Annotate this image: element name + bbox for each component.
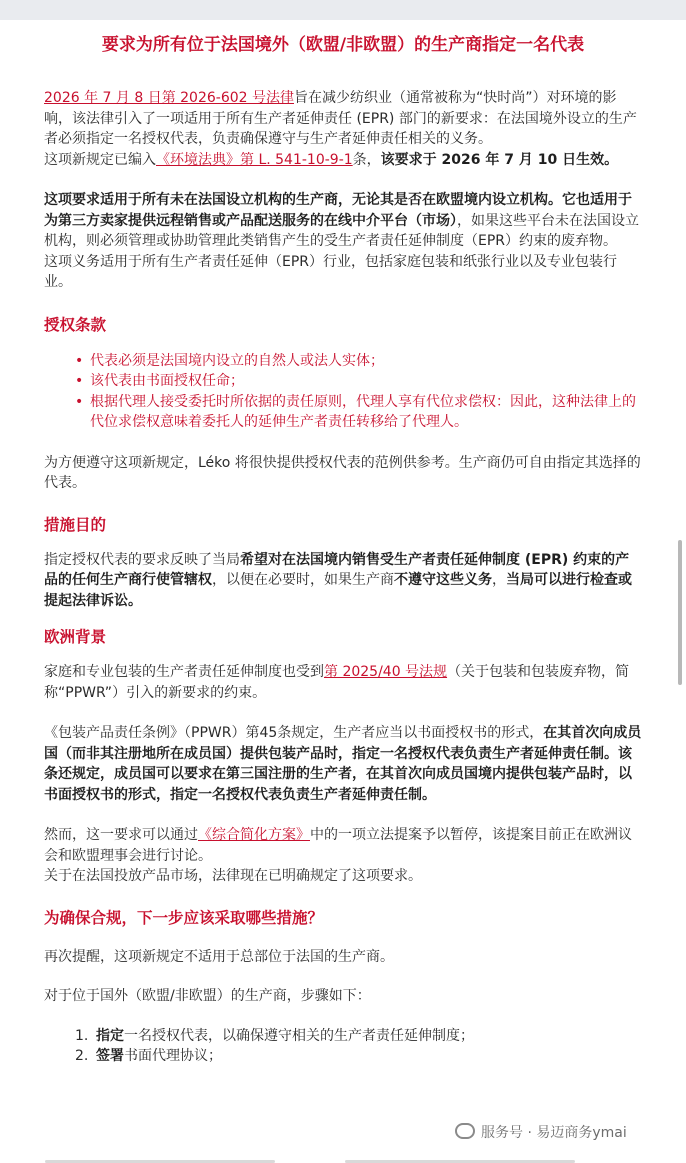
step-bold: 签署 <box>96 1048 124 1064</box>
purpose-text-3: ， <box>492 572 506 588</box>
effective-date: 该要求于 2026 年 7 月 10 日生效。 <box>380 151 619 168</box>
scrollbar[interactable] <box>678 540 682 685</box>
list-item: • 代表必须是法国境内设立的自然人或法人实体； <box>44 351 642 372</box>
purpose-bold-2: 不遵守这些义务 <box>394 572 492 588</box>
law-link[interactable]: 2026 年 7 月 8 日第 2026-602 号法律 <box>44 90 294 106</box>
scope-bold: 这项要求适用于所有未在法国设立机构的生产商，无论其是否在欧盟境内设立机构。它也适用于为第三方卖家提供远程销售或产品配送服务的在线中介平台（市场） <box>44 192 632 229</box>
environment-code-link[interactable]: 《环境法典》第 L. 541-10-9-1 <box>156 151 353 168</box>
purpose-text-1: 指定授权代表的要求反映了当局 <box>44 551 240 568</box>
watermark-text: 服务号 · 易迈商务ymai <box>481 1125 627 1141</box>
list-item <box>44 1026 642 1047</box>
purpose-heading: 措施目的 <box>44 515 107 534</box>
step-number: 1. <box>75 1027 89 1044</box>
purpose-text-2: ，以便在必要时，如果生产商 <box>212 572 394 588</box>
europe-heading: 欧洲背景 <box>44 628 107 646</box>
europe-text-1: 家庭和专业包装的生产者责任延伸制度也受到 <box>44 664 324 680</box>
template-note: 为方便遵守这项新规定，Léko 将很快提供授权代表的范例供参考。生产商仍可自由指定其选择的代表。 <box>44 454 641 491</box>
intro-text-3: 条， <box>352 151 381 168</box>
authorization-heading: 授权条款 <box>44 315 107 334</box>
europe-text-4: 然而，这一要求可以通过 <box>44 827 198 843</box>
europe-paragraph-4: 关于在法国投放产品市场，法律现在已明确规定了这项要求。 <box>44 868 422 884</box>
next-steps-heading: 为确保合规，下一步应该采取哪些措施？ <box>44 908 324 927</box>
list-item <box>44 1046 642 1067</box>
steps-list <box>44 1026 642 1067</box>
simplification-link[interactable]: 《综合简化方案》 <box>198 827 310 843</box>
intro-code-paragraph <box>44 150 642 171</box>
purpose-bold-3: 当局可以进行检查或提起法律诉讼。 <box>44 572 632 609</box>
step-number: 2. <box>75 1048 89 1064</box>
intro-text: 旨在减少纺织业（通常被称为“快时尚”）对环境的影响，该法律引入了一项适用于所有生产者延伸责任 (EPR) 部门的新要求：在法国境外设立的生产者必须指定一名授权代表，负责确保遵守与生产者延伸责任相关的义务。 <box>44 90 637 147</box>
list-item: • 根据代理人接受委托时所依据的责任原则，代理人享有代位求偿权：因此，这种法律上的代位求偿权意味着委托人的延伸生产者责任转移给了代理人。 <box>44 392 642 433</box>
europe-text-2: （关于包装和包装废弃物，简称“PPWR”）引入的新要求的约束。 <box>44 664 630 701</box>
authorization-list <box>44 351 642 433</box>
europe-paragraph-2 <box>44 723 642 805</box>
scope-paragraph <box>44 190 642 252</box>
article <box>44 32 642 1067</box>
europe-text-5: 中的一项立法提案予以暂停，该提案目前正在欧洲议会和欧盟理事会进行讨论。 <box>44 827 632 864</box>
steps-lead: 对于位于国外（欧盟/非欧盟）的生产商，步骤如下： <box>44 988 371 1004</box>
regulation-link[interactable]: 第 2025/40 号法规 <box>324 664 448 680</box>
europe-paragraph-3 <box>44 825 642 866</box>
top-bar <box>0 0 686 20</box>
intro-text-2: 这项新规定已编入 <box>44 151 156 168</box>
europe-text-3: 《包装产品责任条例》（PPWR）第45条规定，生产者应当以书面授权书的形式， <box>44 725 544 741</box>
list-item: • 该代表由书面授权任命； <box>44 371 642 392</box>
scope-obligation: 这项义务适用于所有生产者责任延伸（EPR）行业，包括家庭包装和纸张行业以及专业包装行业。 <box>44 253 618 290</box>
step-bold: 指定 <box>96 1027 124 1044</box>
step-text: 一名授权代表，以确保遵守相关的生产者责任延伸制度； <box>124 1027 474 1044</box>
step-text: 书面代理协议； <box>124 1048 222 1064</box>
wechat-icon <box>455 1123 475 1139</box>
scope-text: ，如果这些平台未在法国设立机构，则必须管理或协助管理此类销售产生的受生产者责任延伸制度（EPR）约束的废弃物。 <box>44 212 639 249</box>
europe-bold: 在其首次向成员国（而非其注册地所在成员国）提供包装产品时，指定一名授权代表负责生产者延伸责任制。该条还规定，成员国可以要求在第三国注册的生产者，在其首次向成员国境内提供包装产品时，以书面授权书的形式，指定一名授权代表负责生产者延伸责任制。 <box>44 725 642 803</box>
purpose-bold-1: 希望对在法国境内销售受生产者责任延伸制度 (EPR) 约束的产品的任何生产商行使管辖权 <box>44 551 630 588</box>
watermark <box>455 1122 627 1142</box>
purpose-paragraph <box>44 550 642 612</box>
intro-paragraph <box>44 88 642 150</box>
reminder-text: 再次提醒，这项新规定不适用于总部位于法国的生产商。 <box>44 948 394 965</box>
europe-paragraph-1 <box>44 662 642 703</box>
page-title: 要求为所有位于法国境外（欧盟/非欧盟）的生产商指定一名代表 <box>101 35 585 55</box>
